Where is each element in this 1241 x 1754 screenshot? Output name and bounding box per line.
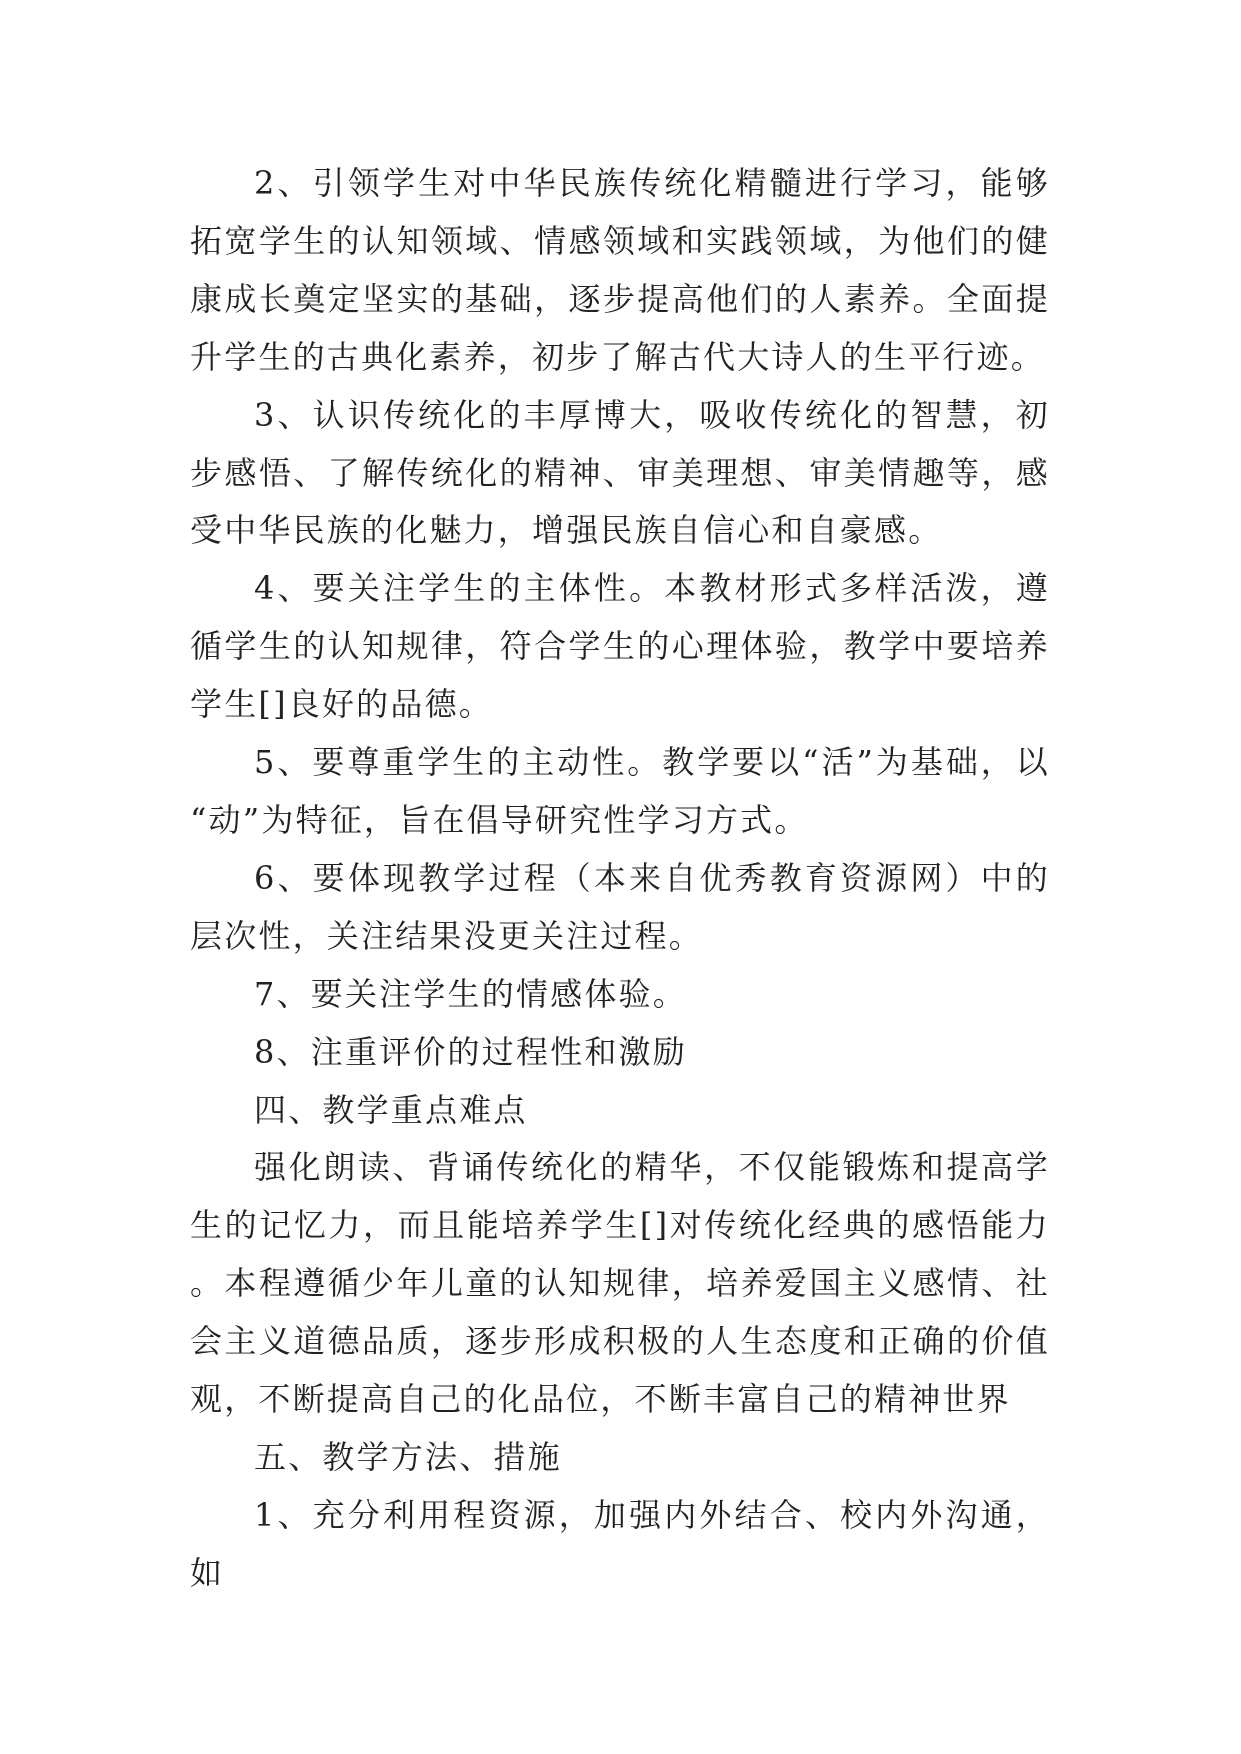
paragraph-item-4: 4、要关注学生的主体性。本教材形式多样活泼，遵循学生的认知规律，符合学生的心理体验，教学中要培养学生[]良好的品德。	[190, 569, 1050, 724]
section-heading-teaching-focus: 四、教学重点难点	[254, 1090, 528, 1129]
section-heading-teaching-methods: 五、教学方法、措施	[254, 1437, 562, 1476]
paragraph-item-5: 5、要尊重学生的主动性。教学要以“活”为基础，以“动”为特征，旨在倡导研究性学习方式。	[190, 743, 1050, 839]
document-body	[190, 155, 1050, 1603]
paragraph-item-3: 3、认识传统化的丰厚博大，吸收传统化的智慧，初步感悟、了解传统化的精神、审美理想、审美情趣等，感受中华民族的化魅力，增强民族自信心和自豪感。	[190, 395, 1050, 550]
paragraph-item-8: 8、注重评价的过程性和激励	[254, 1032, 687, 1071]
paragraph-item-7: 7、要关注学生的情感体验。	[254, 974, 687, 1013]
paragraph-item-2: 2、引领学生对中华民族传统化精髓进行学习，能够拓宽学生的认知领域、情感领域和实践领域，为他们的健康成长奠定坚实的基础，逐步提高他们的人素养。全面提升学生的古典化素养，初步了解古代大诗人的生平行迹。	[190, 164, 1050, 376]
paragraph-teaching-focus: 强化朗读、背诵传统化的精华，不仅能锻炼和提高学生的记忆力，而且能培养学生[]对传统化经典的感悟能力。本程遵循少年儿童的认知规律，培养爱国主义感情、社会主义道德品质，逐步形成积极的人生态度和正确的价值观，不断提高自己的化品位，不断丰富自己的精神世界	[190, 1148, 1050, 1419]
paragraph-method-1: 1、充分利用程资源，加强内外结合、校内外沟通，如	[190, 1495, 1050, 1592]
paragraph-item-6: 6、要体现教学过程（本来自优秀教育资源网）中的层次性，关注结果没更关注过程。	[190, 858, 1050, 955]
